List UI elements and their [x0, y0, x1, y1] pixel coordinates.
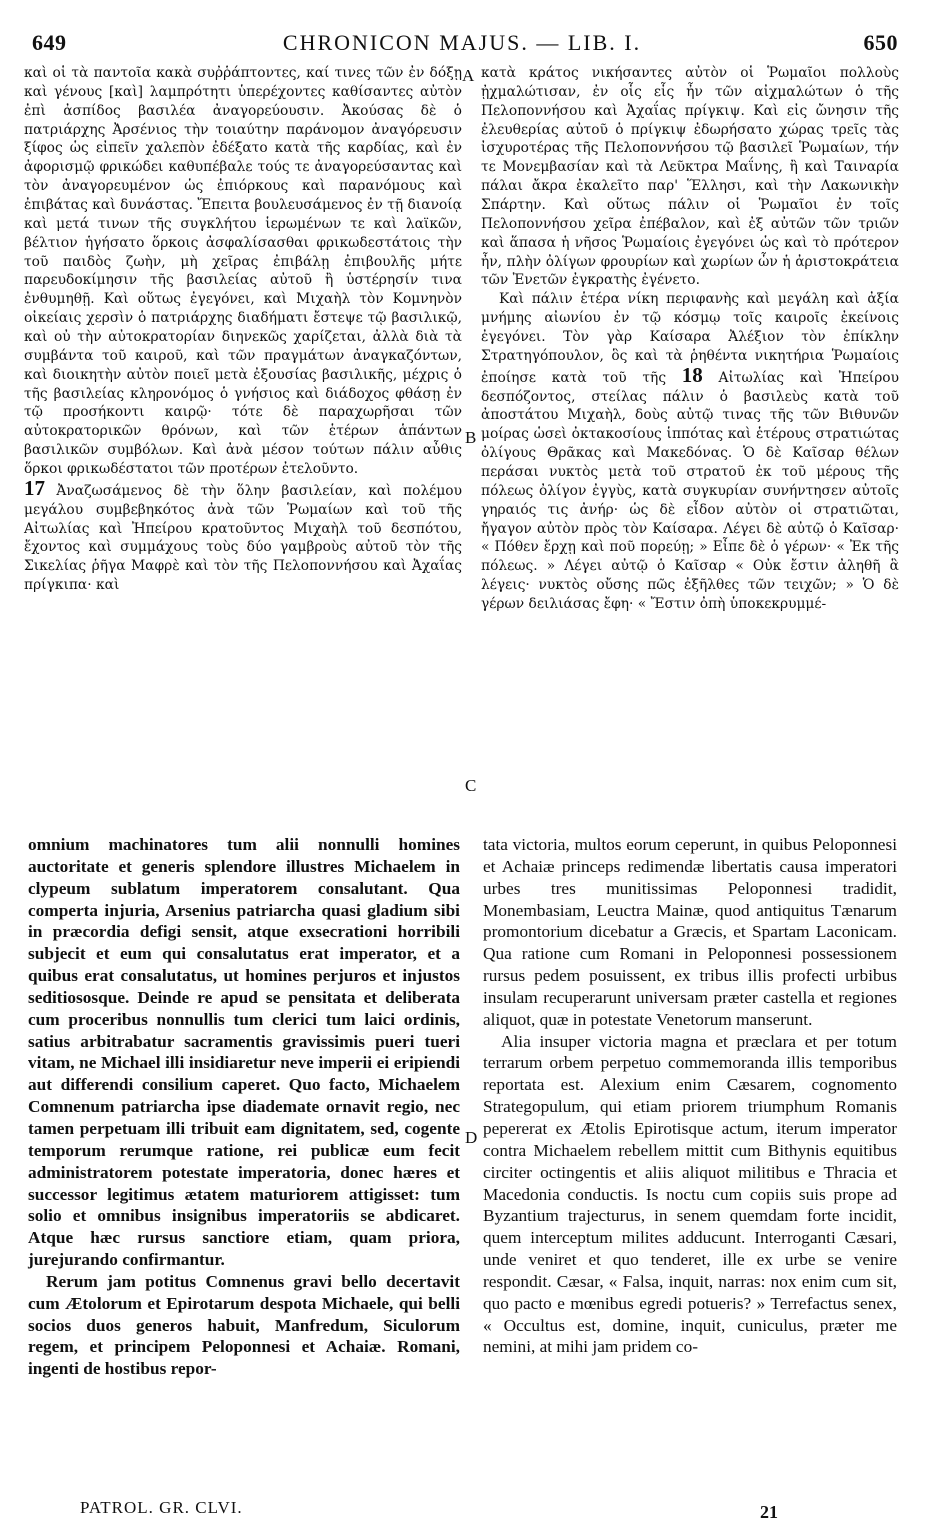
greek-left-paragraph-2 — [24, 475, 462, 595]
page-header — [26, 30, 898, 64]
margin-letter-a: A — [462, 66, 475, 85]
latin-column-right — [483, 834, 897, 1358]
gathering-number: 21 — [760, 1502, 778, 1522]
page-number-right: 650 — [863, 30, 898, 55]
margin-letter-d: D — [465, 1128, 478, 1147]
latin-left-paragraph-2: Rerum jam potitus Comnenus gravi bello decertavit cum Ætolorum et Epirotarum despota Michaele, qui belli socios duos generos habuit, Manfredum, Siculorum regem, et principem Peloponnesi et Achaiæ. Romani, ingenti de hostibus repor- — [28, 1271, 460, 1379]
greek-left-paragraph-1: καὶ οἱ τὰ παντοῖα κακὰ συῤῥάπτοντες, καί τινες τῶν ἐν δόξῃ καὶ γένους [καὶ] λαμπρότητι ὑπερέχοντες καθίσαντες αὐτὸν ἐπὶ ἀσπίδος βασιλέα ἀναγορεύουσιν. Ἀκούσας δὲ ὁ πατριάρχης Ἀρσένιος τὴν τοιαύτην παράνομον ἀναγόρευσιν ξίφος ὡς εἰπεῖν χαλεπὸν ἐδέξατο κατὰ τῆς καρδίας, καὶ ἐν ἀφορισμῷ φρικώδει καθυπέβαλε τούς τε ἀναγορεύσαντας καὶ τὸν ἀναγορευμένον ὡς ἐπιόρκους καὶ παρανόμους καὶ ἐπιβάτας καὶ δυνάστας. Ἔπειτα βουλευσάμενος ἐν τῇ διανοίᾳ καὶ μετά τινων τῆς συγκλήτου ἱερωμένων τε καὶ λαϊκῶν, βέλτιον ἡγήσατο ὅρκοις ἀσφαλίσασθαι φρικωδεστάτοις τὴν τοῦ παιδὸς ζωὴν, μὴ χεῖρας ἐπιβάλῃ ἐπιβουλῆς μήτε παρευδοκίμησιν τῆς βασιλείας αὐτοῦ ἢ ὑστέρησίν τινα ἐνθυμηθῇ. Καὶ οὕτως ἐγεγόνει, καὶ Μιχαὴλ τὸν Κομνηνὸν οἰκείαις χερσὶν ὁ πατριάρχης διαδήματι ἔστεψε τῷ βασιλικῷ, καὶ οὐ τὴν αὐτοκρατορίαν διηνεκῶς χαρίζεται, ἀλλὰ διὰ τὰ συμβάντα τοῦ καιροῦ, καὶ τῶν πραγμάτων ἀναγκαζόντων, καὶ διοικητὴν αὐτὸν ποιεῖ μετὰ ἐξουσίας βασιλικῆς, μέχρις ὁ τῆς βασιλείας κληρονόμος ὁ γνήσιος καὶ διάδοχος φθάσῃ ἐν τῷ προσήκοντι καιρῷ· τότε δὲ παραχωρῆσαι τῶν αὐτοκρατορικῶν θρόνων, καὶ τῶν ἑτέρων ἁπάντων βασιλικῶν συμβόλων. Καὶ ἀνὰ μέσον τούτων πάλιν αὖθις ὅρκοι φρικωδέστατοι τῶν προτέρων ἐτελοῦντο. — [24, 65, 462, 478]
greek-right-paragraph-2b: Αἰτωλίας καὶ Ἠπείρου δεσπόζοντος, στείλας πάλιν ὁ βασιλεὺς κατὰ τοῦ ἀποστάτου Μιχαὴλ, δοὺς αὐτῷ τινας τῆς τῶν Βιθυνῶν μοίρας ὡσεὶ ὀκτακοσίους ἱππότας καὶ ἑτέρους στρατιώτας ὀλίγους Θρᾶκας καὶ Μακεδόνας. Ὁ δὲ Καῖσαρ θέλων περάσαι νυκτὸς μετὰ τοῦ στρατοῦ ἐκ τοῦ μέρους τῆς πόλεως ὀλίγον ἐγγὺς, κατὰ συγκυρίαν συνήντησεν αὐτοῖς γηραιός τις ἀνήρ· ὡς δὲ εἶδον αὐτὸν οἱ στρατιῶται, ἤγαγον αὐτὸν πρὸς τὸν Καίσαρα. Λέγει δὲ αὐτῷ ὁ Καῖσαρ· « Πόθεν ἔρχῃ καὶ ποῦ πορεύῃ; » Εἶπε δὲ ὁ γέρων· « Ἐκ τῆς πόλεως. » Λέγει αὐτῷ ὁ Καῖσαρ « Οὐκ ἔστιν ἀληθῆ ἃ λέγεις· νυκτὸς οὔσης πῶς ἐξῆλθες τῶν τειχῶν; » Ὁ δὲ γέρων δειλιάσας ἔφη· « Ἔστιν ὀπὴ ὑποκεκρυμμέ- — [481, 369, 899, 613]
greek-right-paragraph-2 — [481, 290, 899, 614]
greek-column-right — [481, 64, 899, 614]
latin-column-left — [28, 834, 460, 1380]
margin-letter-c: C — [465, 776, 477, 795]
margin-letter-b: B — [465, 428, 477, 447]
latin-right-paragraph-1: tata victoria, multos eorum ceperunt, in quibus Peloponnesi et Achaiæ princeps redimendæ libertatis causa imperatori urbes tres munitissimas Peloponnesi tradidit, Monembasiam, Leuctra Mainæ, quod antiquitus Tænarum promontorium dicebatur a Græcis, et Spartam Laconicam. Qua ratione cum Romani in Peloponnesi possessionem rursus pedem posuissent, ex tribus illis profecti urbibus insulam recuperarunt universam præter castella et regiones aliquot, quæ in potestate Venetorum manserunt. — [483, 835, 897, 1029]
latin-right-paragraph-2: Alia insuper victoria magna et præclara et per totum terrarum orbem perpetuo commemoranda illis temporibus reportata est. Alexium enim Cæsarem, cognomento Strategopulum, qui etiam priorem triumphum Romanis pepererat ex Ætolis Epirotisque actum, iterum imperator contra Michaelem rebellem mittit cum Bithynis equitibus circiter octingentis et aliis aliquot militibus e Thracia et Macedonia conductis. Is noctu cum copiis suis prope ad Byzantium trajecturus, in senem quemdam forte incidit, quem interceptum milites adducunt. Interroganti Cæsari, unde veniret et quo tenderet, ille ex urbe se venire respondit. Cæsar, « Falsa, inquit, narras: nox enim cum sit, quo pacto e mœnibus egredi potueris? » Terrefactus senex, « Occultus est, domine, inquit, cuniculus, præter me nemini, at mihi jam pridem co- — [483, 1031, 897, 1357]
footer-signature-line: PATROL. GR. CLVI. — [80, 1498, 243, 1517]
section-number-17: 17 — [24, 475, 45, 500]
greek-column-left — [24, 64, 462, 595]
page-number-left: 649 — [32, 30, 67, 55]
greek-left-paragraph-2-text: Ἀναζωσάμενος δὲ τὴν ὅλην βασιλείαν, καὶ πολέμου μεγάλου συμβεβηκότος ἀνὰ τῶν Ῥωμαίων καὶ τοῦ τῆς Αἰτωλίας καὶ Ἠπείρου κρατοῦντος Μιχαὴλ τοῦ δεσπότου, ἔχοντος καὶ συμμάχους τοὺς δύο γαμβροὺς αὐτοῦ τὸν τῆς Σικελίας ῥῆγα Μαφρὲ καὶ τὸν τῆς Πελοποννήσου καὶ Ἀχαΐας πρίγκιπα· καὶ — [24, 482, 462, 594]
greek-right-paragraph-1: κατὰ κράτος νικήσαντες αὐτὸν οἱ Ῥωμαῖοι πολλοὺς ᾐχμαλώτισαν, ἐν οἷς εἷς ἦν τῶν αἰχμαλώτων ὁ τῆς Πελοποννήσου καὶ Ἀχαΐας πρίγκιψ. Καὶ εἰς ὤνησιν τῆς ἐλευθερίας αὐτοῦ ὁ πρίγκιψ ἐδωρήσατο χώρας τρεῖς τὰς ἰσχυροτέρας τῆς Πελοποννήσου τῷ βασιλεῖ Ῥωμαίων, τήν τε Μονεμβασίαν καὶ τὰ Λεῦκτρα Μαΐνης, ἢ καὶ Ταιναρία πάλαι ἄκρα ἐκαλεῖτο παρ' Ἕλλησι, καὶ τὴν Λακωνικὴν Σπάρτην. Καὶ οὕτως πάλιν οἱ Ῥωμαῖοι ἐν τοῖς Πελοποννήσου χεῖρα ἐπέβαλον, καὶ ἐξ αὐτῶν τῶν τριῶν καὶ ἅπασα ἡ νῆσος Ῥωμαίοις ἐγεγόνει ὡς καὶ τὸ πρότερον ἦν, πλὴν ὀλίγων φρουρίων καὶ χωρίων ὧν ἡ ἀριστοκράτεια τῶν Ἐνετῶν ἐγκρατὴς ἐγένετο. — [481, 65, 899, 289]
section-number-18: 18 — [681, 362, 703, 387]
running-title: CHRONICON MAJUS. — LIB. I. — [282, 30, 642, 55]
latin-left-paragraph-1: omnium machinatores tum alii nonnulli homines auctoritate et generis splendore illustres Michaelem in clypeum sublatum imperatorem consalutant. Qua comperta injuria, Arsenius patriarcha quasi gladium sibi in præcordia defigi sensit, atque exsecrationi horribili subjecit et eum qui consalutatus erat imperator, et a quibus erat consalutatus, ut homines perjuros et injustos seditiososque. Deinde re apud se pensitata et deliberata cum proceribus nonnullis tum clerici tum laici ordinis, satius arbitrabatur sacramentis gravissimis pueri tueri vitam, ne Michael illi insidiaretur neve imperii ei eripiendi aut differendi consilium caperet. Quo facto, Michaelem Comnenum patriarcha ipse diademate ornavit regio, nec tamen perpetuam illi tribuit eam dignitatem, sed, cogente temporum rerumque ratione, rei publicæ eum fecit administratorem potestate imperatoria, donec hæres et successor legitimus ætatem maturiorem attigisset: tum solio et omnibus insignibus imperatoriis se abdicaret. Atque hæc rursus sanctiore etiam, quam priora, jurejurando confirmantur. — [28, 835, 460, 1270]
greek-right-paragraph-2a: Καὶ πάλιν ἑτέρα νίκη περιφανὴς καὶ μεγάλη καὶ ἀξία μνήμης αἰωνίου ἐν τῷ κόσμῳ τοῖς καιροῖς ἐκείνοις ἐγεγόνει. Τὸν γὰρ Καίσαρα Ἀλέξιον τὸν ἐπίκλην Στρατηγόπουλον, ὃς καὶ τὰ ῥηθέντα νικητήρια Ῥωμαίοις ἐποίησε κατὰ τοῦ τῆς — [481, 291, 899, 386]
